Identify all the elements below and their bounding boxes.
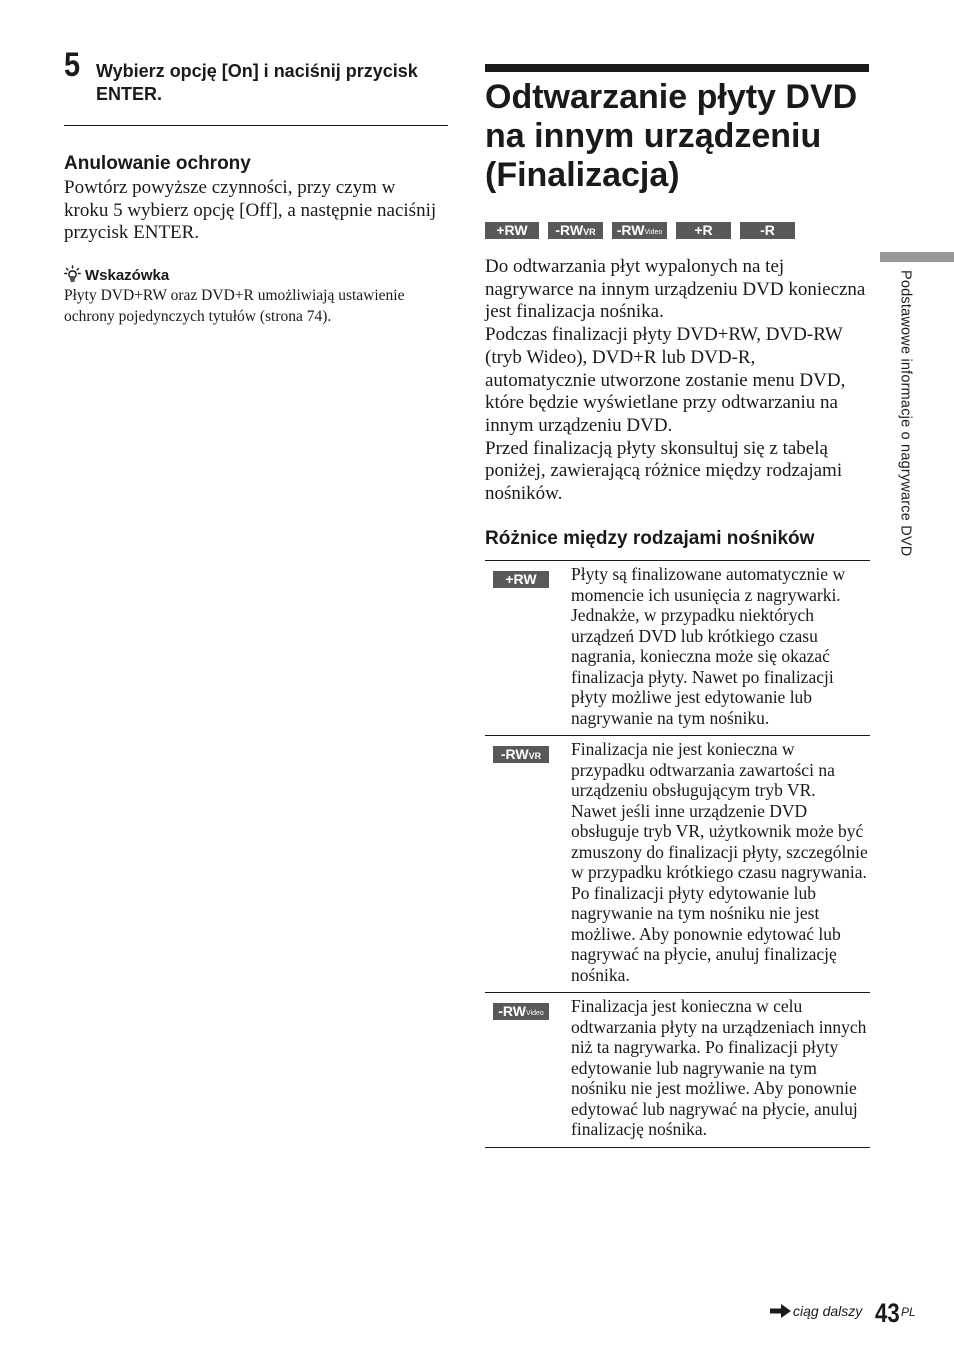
intro-text [485, 256, 868, 506]
table-row [485, 993, 870, 1148]
side-tab-bar [880, 252, 954, 262]
differences-heading: Różnice między rodzajami nośników [485, 528, 815, 549]
table-cell-media [485, 561, 571, 735]
description-paragraph: Finalizacja nie jest konieczna w przypadku odtwarzania zawartości na urządzeniu obsługującym tryb VR. [571, 739, 835, 800]
cancel-protection-heading: Anulowanie ochrony [64, 153, 251, 174]
intro-paragraph: Do odtwarzania płyt wypalonych na tej nagrywarce na innym urządzeniu DVD konieczna jest finalizacja nośnika. [485, 256, 866, 323]
media-badge-minus-rw-vr: -RW VR [493, 746, 549, 763]
divider [64, 125, 448, 126]
table-row [485, 561, 870, 736]
description-paragraph: Nawet jeśli inne urządzenie DVD obsługuje tryb VR, użytkownik może być zmuszony do finalizacji płyty, szczególnie w przypadku krótkiego czasu nagrywania. Po finalizacji płyty edytowanie lub nagrywanie na tym nośniku nie jest możliwe. Aby ponownie edytować lub nagrywać na płycie, anuluj finalizację nośnika. [571, 800, 868, 985]
page-number: 43 [875, 1298, 900, 1328]
table-row [485, 736, 870, 993]
table-cell-media [485, 736, 571, 992]
hint-label: Wskazówka [85, 267, 170, 284]
cancel-protection-text: Powtórz powyższe czynności, przy czym w kroku 5 wybierz opcję [Off], a następnie naciśnij przycisk ENTER. [64, 177, 437, 243]
title-bar [485, 64, 869, 72]
step-text: Wybierz opcję [On] i naciśnij przycisk ENTER. [96, 61, 418, 104]
intro-paragraph: Przed finalizacją płyty skonsultuj się z tabelą poniżej, zawierającą różnice między rodzajami nośników. [485, 437, 843, 505]
media-badge-plus-r: +R [676, 222, 731, 239]
differences-table [485, 560, 870, 1148]
intro-paragraph: Podczas finalizacji płyty DVD+RW, DVD-RW (tryb Wideo), DVD+R lub DVD-R, automatycznie utworzone zostanie menu DVD, które będzie wyświetlane przy odtwarzaniu na innym urządzeniu DVD. [485, 324, 846, 436]
hint-heading [64, 265, 169, 287]
media-badge-minus-rw-vr: -RW VR [548, 222, 603, 239]
media-badge-minus-r: -R [740, 222, 795, 239]
continued-label: ciąg dalszy [793, 1303, 863, 1319]
lightbulb-icon [64, 265, 81, 287]
side-tab-label: Podstawowe informacje o nagrywarce DVD [897, 270, 914, 557]
media-badge-plus-rw: +RW [493, 571, 549, 588]
media-badge-plus-rw: +RW [485, 222, 539, 239]
hint-text: Płyty DVD+RW oraz DVD+R umożliwiają ustawienie ochrony pojedynczych tytułów (strona 74). [64, 287, 405, 325]
description-paragraph: Płyty są finalizowane automatycznie w momencie ich usunięcia z nagrywarki. Jednakże, w przypadku niektórych urządzeń DVD lub krótkiego czasu nagrania, konieczna może się okazać finalizacja płyty. Nawet po finalizacji płyty możliwe jest edytowanie lub nagrywanie na tym nośniku. [571, 564, 846, 728]
description-paragraph: Finalizacja jest konieczna w celu odtwarzania płyty na urządzeniach innych niż ta nagrywarka. Po finalizacji płyty edytowanie lub nagrywanie na tym nośniku nie jest możliwe. Aby ponownie edytować lub nagrywać na płycie, anuluj finalizację nośnika. [571, 996, 867, 1139]
media-badges [485, 222, 795, 239]
continued-note [770, 1304, 862, 1318]
page-language-suffix: PL [901, 1305, 916, 1319]
table-cell-description [571, 993, 870, 1147]
section-title: Odtwarzanie płyty DVD na innym urządzeniu (Finalizacja) [485, 78, 858, 194]
table-cell-media [485, 993, 571, 1147]
media-badge-minus-rw-video: -RW Video [493, 1003, 549, 1020]
step-number: 5 [64, 46, 81, 84]
media-badge-minus-rw-video: -RW Video [612, 222, 667, 239]
table-cell-description [571, 736, 870, 992]
table-cell-description [571, 561, 870, 735]
arrow-right-icon [770, 1304, 792, 1318]
